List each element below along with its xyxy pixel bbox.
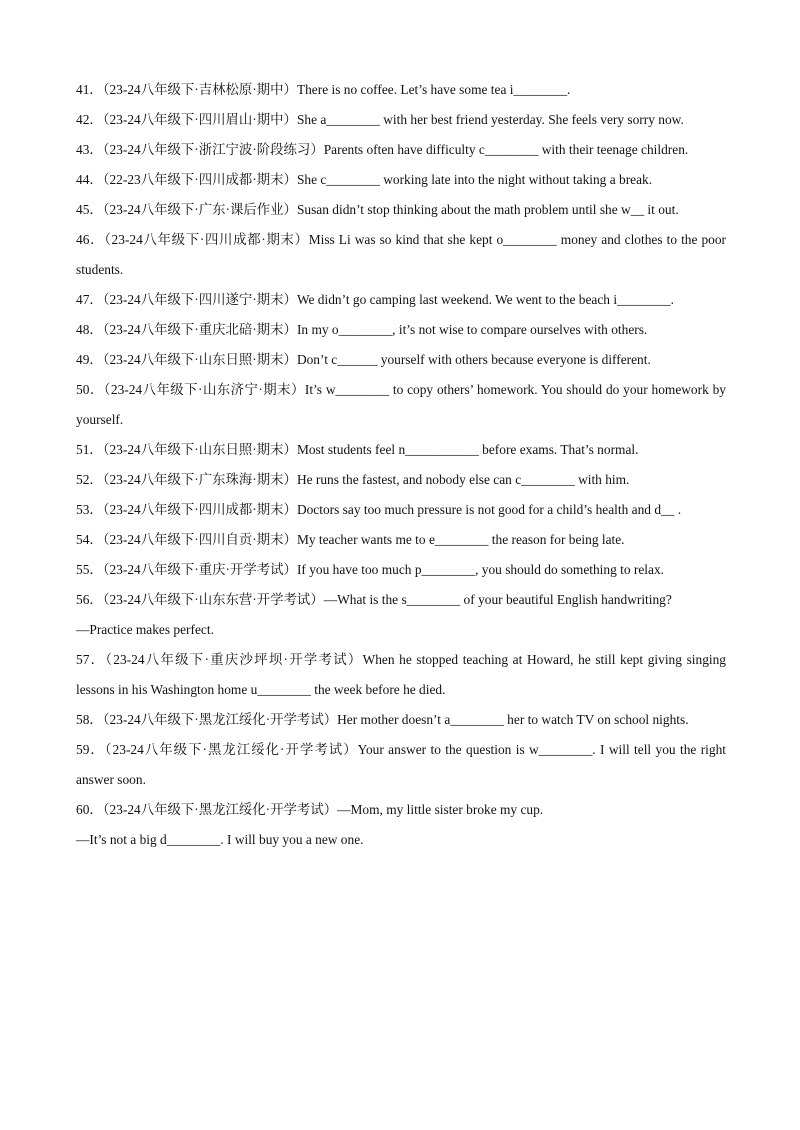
question-number: 45．	[76, 202, 103, 217]
question-text: In my o________, it’s not wise to compare ourselves with others.	[296, 322, 648, 337]
question-45	[76, 195, 726, 225]
question-text: My teacher wants me to e________ the reason for being late.	[296, 532, 625, 547]
question-source: （22-23八年级下·四川成都·期末）	[102, 172, 297, 187]
question-59	[76, 735, 726, 795]
question-text: Susan didn’t stop thinking about the math problem until she w__ it out.	[296, 202, 679, 217]
question-source: （23-24八年级下·山东济宁·期末）	[103, 382, 305, 397]
question-text: Parents often have difficulty c________ with their teenage children.	[323, 142, 689, 157]
question-text: Most students feel n___________ before exams. That’s normal.	[296, 442, 639, 457]
question-source: （23-24八年级下·黑龙江绥化·开学考试）	[102, 712, 338, 727]
question-text: If you have too much p________, you should do something to relax.	[296, 562, 665, 577]
question-46	[76, 225, 726, 285]
question-reply: —It’s not a big d________. I will buy you a new one.	[76, 832, 364, 847]
question-source: （23-24八年级下·浙江宁波·阶段练习）	[102, 142, 324, 157]
question-text: Her mother doesn’t a________ her to watch TV on school nights.	[337, 712, 689, 727]
question-source: （23-24八年级下·四川自贡·期末）	[102, 532, 297, 547]
question-source: （23-24八年级下·四川遂宁·期末）	[102, 292, 297, 307]
question-number: 57．	[76, 652, 106, 667]
question-source: （23-24八年级下·重庆·开学考试）	[102, 562, 297, 577]
question-text: Miss Li was so kind that she kept o________ money and clothes to the poor students.	[76, 232, 727, 277]
question-source: （23-24八年级下·山东日照·期末）	[102, 442, 297, 457]
question-text: We didn’t go camping last weekend. We went to the beach i________.	[296, 292, 674, 307]
question-55	[76, 555, 726, 585]
question-source: （23-24八年级下·黑龙江绥化·开学考试）	[104, 742, 358, 757]
question-text: There is no coffee. Let’s have some tea i________.	[296, 82, 571, 97]
question-number: 44．	[76, 172, 103, 187]
question-text: Don’t c______ yourself with others because everyone is different.	[296, 352, 651, 367]
question-text: When he stopped teaching at Howard, he still kept giving singing lessons in his Washington home u________ the week before he died.	[76, 652, 726, 697]
question-60	[76, 795, 726, 855]
question-number: 50．	[76, 382, 104, 397]
question-53	[76, 495, 726, 525]
question-source: （23-24八年级下·四川成都·期末）	[102, 502, 297, 517]
question-58	[76, 705, 726, 735]
question-source: （23-24八年级下·广东·课后作业）	[102, 202, 297, 217]
question-source: （23-24八年级下·四川眉山·期中）	[102, 112, 297, 127]
question-source: （23-24八年级下·山东东营·开学考试）	[102, 592, 324, 607]
question-source: （23-24八年级下·黑龙江绥化·开学考试）	[102, 802, 338, 817]
question-text: —What is the s________ of your beautiful English handwriting?	[323, 592, 672, 607]
question-54	[76, 525, 726, 555]
question-43	[76, 135, 726, 165]
question-number: 43．	[76, 142, 103, 157]
question-number: 47．	[76, 292, 103, 307]
question-number: 60．	[76, 802, 103, 817]
question-number: 56．	[76, 592, 103, 607]
question-56	[76, 585, 726, 645]
question-source: （23-24八年级下·山东日照·期末）	[102, 352, 297, 367]
question-source: （23-24八年级下·吉林松原·期中）	[102, 82, 297, 97]
question-source: （23-24八年级下·广东珠海·期末）	[102, 472, 297, 487]
question-42	[76, 105, 726, 135]
question-number: 59．	[76, 742, 105, 757]
question-number: 46．	[76, 232, 105, 247]
question-text: Your answer to the question is w________. I will tell you the right answer soon.	[76, 742, 726, 787]
question-number: 52．	[76, 472, 103, 487]
question-text: It’s w________ to copy others’ homework. You should do your homework by yourself.	[76, 382, 726, 427]
question-41	[76, 75, 726, 105]
question-number: 54．	[76, 532, 103, 547]
question-44	[76, 165, 726, 195]
question-52	[76, 465, 726, 495]
question-number: 53．	[76, 502, 103, 517]
question-50	[76, 375, 726, 435]
question-text: She c________ working late into the night without taking a break.	[296, 172, 653, 187]
question-number: 48．	[76, 322, 103, 337]
question-list	[76, 75, 726, 855]
question-49	[76, 345, 726, 375]
question-number: 51．	[76, 442, 103, 457]
question-number: 49．	[76, 352, 103, 367]
question-47	[76, 285, 726, 315]
question-number: 55．	[76, 562, 103, 577]
question-source: （23-24八年级下·重庆北碚·期末）	[102, 322, 297, 337]
question-text: —Mom, my little sister broke my cup.	[337, 802, 544, 817]
question-source: （23-24八年级下·四川成都·期末）	[104, 232, 309, 247]
question-text: She a________ with her best friend yesterday. She feels very sorry now.	[296, 112, 684, 127]
question-51	[76, 435, 726, 465]
question-48	[76, 315, 726, 345]
question-number: 41．	[76, 82, 103, 97]
question-source: （23-24八年级下·重庆沙坪坝·开学考试）	[105, 652, 363, 667]
question-57	[76, 645, 726, 705]
question-text: Doctors say too much pressure is not good for a child’s health and d__ .	[296, 502, 682, 517]
question-number: 42．	[76, 112, 103, 127]
question-number: 58．	[76, 712, 103, 727]
question-text: He runs the fastest, and nobody else can c________ with him.	[296, 472, 630, 487]
question-reply: —Practice makes perfect.	[76, 622, 214, 637]
